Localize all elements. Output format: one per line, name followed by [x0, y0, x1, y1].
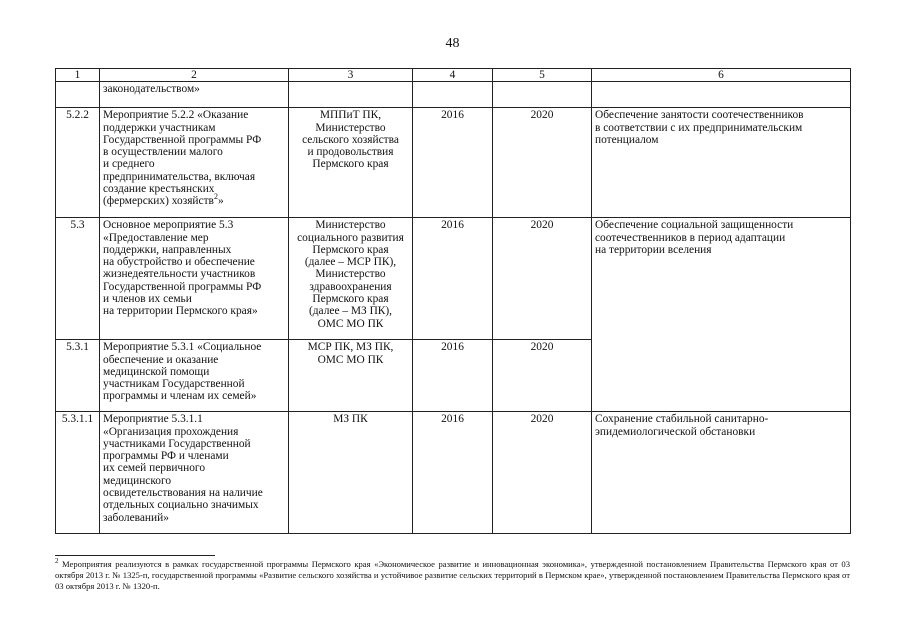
footnote-marker: 2 [55, 557, 59, 566]
cell-activity [100, 412, 289, 534]
text-line: ОМС МО ПК [317, 353, 384, 366]
text-line: МППиТ ПК, [319, 109, 382, 122]
text-line: МЗ ПК [333, 413, 368, 426]
column-header-6: 6 [592, 69, 851, 82]
column-header-5: 5 [493, 69, 592, 82]
text-line: на территории Пермского края» [103, 305, 258, 318]
text-line [103, 192, 285, 208]
cell-end: 2020 [493, 340, 592, 412]
text-line: Пермского края [312, 158, 389, 171]
cell-result [592, 218, 851, 412]
table-row-5-3-1-1 [56, 412, 851, 534]
column-header-2: 2 [100, 69, 289, 82]
cell-end [493, 82, 592, 108]
text-line: Министерство [315, 268, 386, 281]
text-line: их семей первичного [103, 462, 206, 475]
cell-code: 5.2.2 [56, 108, 100, 218]
cell-result [592, 82, 851, 108]
column-header-3: 3 [289, 69, 413, 82]
text-line: поддержки, направленных [103, 243, 232, 256]
text-line: Основное мероприятие 5.3 [103, 219, 234, 232]
text-line: Сохранение стабильной санитарно- [595, 413, 769, 426]
cell-code: 5.3.1 [56, 340, 100, 412]
cell-activity [100, 218, 289, 340]
footnote [55, 559, 850, 592]
text-line: в соответствии с их предпринимательским [595, 121, 803, 134]
text-line: социального развития [297, 231, 404, 244]
table-row-5-3 [56, 218, 851, 340]
text-line: и среднего [103, 158, 155, 171]
cell-end: 2020 [493, 108, 592, 218]
text-line: Государственной программы РФ [103, 133, 262, 146]
continuation-text: законодательством» [103, 83, 200, 96]
text-line: Государственной программы РФ [103, 280, 262, 293]
text-line: программы и членам их семей» [103, 390, 257, 403]
text-line: Мероприятие 5.2.2 «Оказание [103, 109, 249, 122]
text-line: МСР ПК, МЗ ПК, [307, 341, 394, 354]
page-number: 48 [445, 36, 460, 51]
cell-end: 2020 [493, 412, 592, 534]
text-line: медицинской помощи [103, 365, 210, 378]
text-line: в осуществлении малого [103, 146, 223, 159]
text-line: Мероприятие 5.3.1.1 [103, 413, 203, 426]
cell-result [592, 108, 851, 218]
cell-executor [289, 340, 413, 412]
text-line: соотечественников в период адаптации [595, 231, 786, 244]
text-line-part: (фермерских) хозяйств [103, 195, 214, 208]
text-line: обеспечение и оказание [103, 353, 219, 366]
text-line: эпидемиологической обстановки [595, 425, 756, 438]
text-line: (далее – МСР ПК), [304, 256, 397, 269]
text-line: Пермского края [312, 243, 389, 256]
text-line: на территории вселения [595, 243, 712, 256]
text-line: Министерство [315, 121, 386, 134]
cell-start: 2016 [413, 218, 493, 340]
cell-code: 5.3.1.1 [56, 412, 100, 534]
text-line: освидетельствования на наличие [103, 487, 263, 500]
text-line: на обустройство и обеспечение [103, 256, 255, 269]
text-line: сельского хозяйства [302, 133, 399, 146]
text-line: медицинского [103, 474, 172, 487]
text-line: и продовольствия [307, 146, 394, 159]
cell-activity [100, 108, 289, 218]
cell-executor [289, 412, 413, 534]
text-line: программы РФ и членами [103, 450, 229, 463]
table-row-5-2-2 [56, 108, 851, 218]
cell-code: 5.3 [56, 218, 100, 340]
footnote-ref[interactable]: 2 [213, 192, 218, 202]
cell-executor [289, 82, 413, 108]
text-line: создание крестьянских [103, 183, 215, 196]
cell-start: 2016 [413, 412, 493, 534]
activities-table [55, 68, 851, 534]
column-header-4: 4 [413, 69, 493, 82]
cell-start: 2016 [413, 340, 493, 412]
text-line: Обеспечение занятости соотечественников [595, 109, 804, 122]
table-row-continuation [56, 82, 851, 108]
text-line: ОМС МО ПК [317, 317, 384, 330]
text-line: участниками Государственной [103, 437, 251, 450]
text-line: Пермского края [312, 293, 389, 306]
cell-result [592, 412, 851, 534]
text-line: здравоохранения [309, 280, 392, 293]
cell-start: 2016 [413, 108, 493, 218]
cell-code [56, 82, 100, 108]
cell-executor [289, 108, 413, 218]
cell-activity [100, 340, 289, 412]
header-row [56, 69, 851, 82]
text-line: участникам Государственной [103, 378, 245, 391]
cell-start [413, 82, 493, 108]
closing-quote: » [217, 195, 224, 208]
text-line: предпринимательства, включая [103, 170, 256, 183]
text-line: Обеспечение социальной защищенности [595, 219, 794, 232]
text-line: жизнедеятельности участников [103, 268, 256, 281]
cell-activity [100, 82, 289, 108]
text-line: (далее – МЗ ПК), [308, 305, 393, 318]
text-line: заболеваний» [103, 511, 169, 524]
column-header-1: 1 [56, 69, 100, 82]
footnote-text: Мероприятия реализуются в рамках государственной программы Пермского края «Экономическое развитие и инновационная экономика», утвержденной постановлением Правительства Пермского края от 03 октября 2013 г. № 1325-п, государственной программы «Развитие сельского хозяйства и устойчивое развитие сельских территорий в Пермском крае», утвержденной постановлением Правительства Пермского края от 03 октября 2013 г. № 1320-п. [55, 559, 850, 591]
text-line: Министерство [315, 219, 386, 232]
footnote-divider [55, 555, 215, 556]
text-line: Мероприятие 5.3.1 «Социальное [103, 341, 262, 354]
cell-end: 2020 [493, 218, 592, 340]
text-line: потенциалом [595, 133, 659, 146]
text-line: и членов их семьи [103, 293, 192, 306]
text-line: «Организация прохождения [103, 425, 239, 438]
text-line: «Предоставление мер [103, 231, 209, 244]
text-line: поддержки участникам [103, 121, 216, 134]
text-line: отдельных социально значимых [103, 499, 259, 512]
cell-executor [289, 218, 413, 340]
